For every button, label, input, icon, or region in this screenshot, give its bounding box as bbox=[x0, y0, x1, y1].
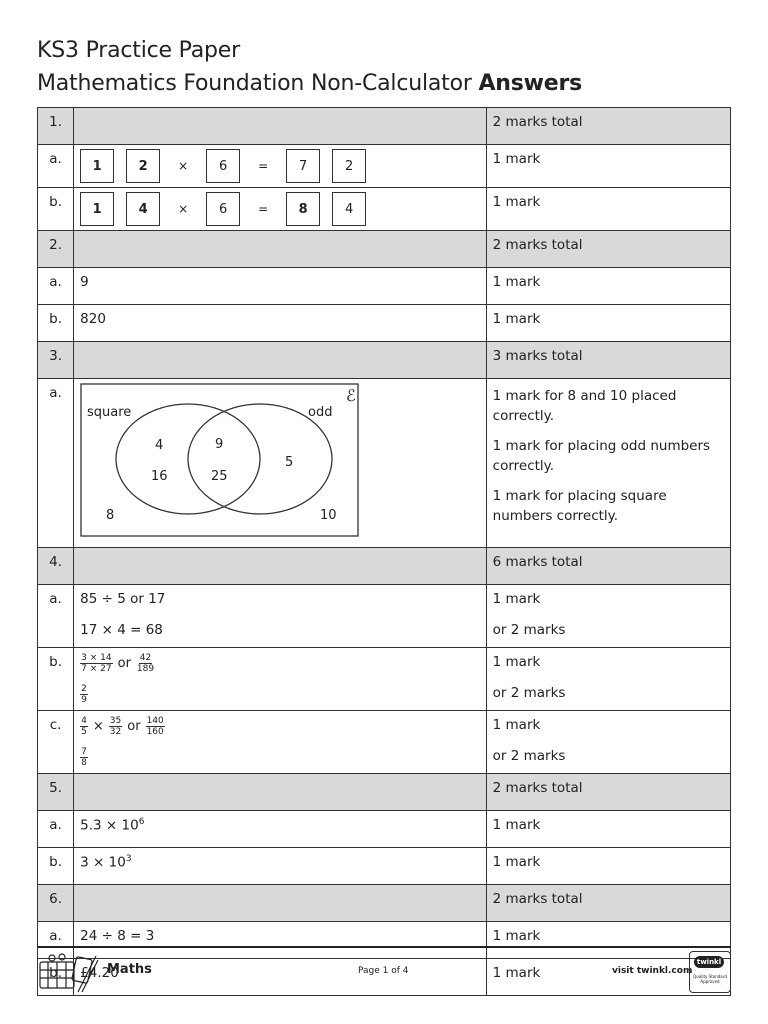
fraction: $\frac{42}{189}$ bbox=[136, 653, 155, 674]
footer-page-number: Page 1 of 4 bbox=[358, 966, 409, 976]
mark-note: 1 mark for placing odd numbers correctly. bbox=[492, 438, 711, 474]
question-header-row bbox=[38, 548, 731, 585]
subtitle-answers: Answers bbox=[478, 71, 583, 96]
header-blank bbox=[74, 231, 486, 268]
paper-subtitle bbox=[37, 71, 582, 96]
question-number: 6. bbox=[38, 885, 74, 922]
footer-divider bbox=[37, 946, 731, 948]
answer-cell bbox=[74, 145, 486, 188]
question-header-row bbox=[38, 885, 731, 922]
question-header-row bbox=[38, 774, 731, 811]
answer-row bbox=[38, 145, 731, 188]
badge-name: twinkl bbox=[694, 956, 724, 968]
digit-box: 6 bbox=[206, 149, 240, 183]
digit-box: 8 bbox=[286, 192, 320, 226]
question-number: 1. bbox=[38, 108, 74, 145]
mark-cell: 1 mark bbox=[486, 268, 730, 305]
answer-row bbox=[38, 848, 731, 885]
quality-badge bbox=[689, 951, 731, 993]
mark-line: 1 mark bbox=[492, 717, 541, 733]
answer-cell bbox=[74, 648, 486, 711]
mark-cell bbox=[486, 648, 730, 711]
answer-row bbox=[38, 188, 731, 231]
answer-cell: 820 bbox=[74, 305, 486, 342]
mark-cell: 1 mark bbox=[486, 922, 730, 959]
venn-value: 10 bbox=[320, 508, 337, 523]
part-label: a. bbox=[38, 811, 74, 848]
venn-label-square: square bbox=[87, 405, 132, 420]
part-label: a. bbox=[38, 379, 74, 548]
badge-text: Quality Standard Approved bbox=[693, 974, 727, 984]
times-sign: × bbox=[178, 159, 189, 173]
answer-cell: 24 ÷ 8 = 3 bbox=[74, 922, 486, 959]
answer-row bbox=[38, 711, 731, 774]
mark-line: 1 mark bbox=[492, 654, 541, 670]
mark-cell bbox=[486, 585, 730, 648]
working-line bbox=[74, 742, 485, 773]
digit-box: 1 bbox=[80, 192, 114, 226]
times-sign: × bbox=[178, 202, 189, 216]
header-blank bbox=[74, 774, 486, 811]
fraction: $\frac{7}{8}$ bbox=[81, 747, 87, 768]
question-number: 3. bbox=[38, 342, 74, 379]
fraction: $\frac{2}{9}$ bbox=[81, 684, 87, 705]
answer-cell bbox=[74, 379, 486, 548]
marks-total: 2 marks total bbox=[486, 108, 730, 145]
mark-cell bbox=[486, 379, 730, 548]
mark-line: or 2 marks bbox=[492, 622, 566, 638]
subtitle-text: Mathematics Foundation Non-Calculator bbox=[37, 71, 472, 96]
venn-value: 5 bbox=[285, 455, 294, 470]
answer-cell: £4.20 bbox=[74, 959, 486, 996]
answers-table bbox=[37, 107, 731, 996]
standard-form-base: 5.3 × 10 bbox=[80, 817, 139, 834]
part-label: b. bbox=[38, 648, 74, 711]
or-text: or bbox=[127, 719, 141, 734]
header-blank bbox=[74, 885, 486, 922]
header-blank bbox=[74, 342, 486, 379]
or-text: or bbox=[117, 656, 131, 671]
mark-line: or 2 marks bbox=[492, 685, 566, 701]
universal-symbol: ℰ bbox=[346, 386, 356, 405]
header-blank bbox=[74, 548, 486, 585]
answer-row bbox=[38, 648, 731, 711]
footer-visit-link[interactable]: visit twinkl.com bbox=[612, 966, 693, 976]
equals-sign: = bbox=[258, 159, 269, 173]
part-label: a. bbox=[38, 585, 74, 648]
answer-cell: 9 bbox=[74, 268, 486, 305]
question-number: 2. bbox=[38, 231, 74, 268]
mark-cell: 1 mark bbox=[486, 811, 730, 848]
venn-diagram bbox=[80, 383, 360, 539]
working-line bbox=[74, 648, 485, 679]
fraction: $\frac{4}{5}$ bbox=[81, 716, 87, 737]
digit-box: 7 bbox=[286, 149, 320, 183]
marks-total: 3 marks total bbox=[486, 342, 730, 379]
working-line bbox=[74, 679, 485, 710]
question-header-row bbox=[38, 108, 731, 145]
question-header-row bbox=[38, 231, 731, 268]
header-blank bbox=[74, 108, 486, 145]
answer-row bbox=[38, 585, 731, 648]
answer-row bbox=[38, 922, 731, 959]
mark-note: 1 mark for 8 and 10 placed correctly. bbox=[492, 388, 677, 424]
answer-row bbox=[38, 811, 731, 848]
part-label: a. bbox=[38, 268, 74, 305]
part-label: a. bbox=[38, 922, 74, 959]
marks-total: 2 marks total bbox=[486, 774, 730, 811]
exponent: 6 bbox=[138, 817, 145, 827]
digit-box: 2 bbox=[332, 149, 366, 183]
mark-note: 1 mark for placing square numbers correctly. bbox=[492, 488, 667, 524]
answer-row bbox=[38, 268, 731, 305]
exponent: 3 bbox=[125, 854, 132, 864]
mark-cell: 1 mark bbox=[486, 305, 730, 342]
part-label: b. bbox=[38, 848, 74, 885]
marks-total: 6 marks total bbox=[486, 548, 730, 585]
mark-cell: 1 mark bbox=[486, 848, 730, 885]
fraction: $\frac{140}{160}$ bbox=[146, 716, 164, 737]
fraction: $\frac{35}{32}$ bbox=[109, 716, 122, 737]
question-number: 4. bbox=[38, 548, 74, 585]
venn-value: 8 bbox=[106, 508, 115, 523]
venn-value: 4 bbox=[155, 438, 164, 453]
mark-cell: 1 mark bbox=[486, 959, 730, 996]
marks-total: 2 marks total bbox=[486, 231, 730, 268]
venn-value: 9 bbox=[215, 437, 224, 452]
mark-cell: 1 mark bbox=[486, 188, 730, 231]
fraction: $\frac{3 \times 14}{7 \times 27}$ bbox=[81, 653, 112, 674]
part-label: c. bbox=[38, 711, 74, 774]
working-line: 17 × 4 = 68 bbox=[80, 622, 163, 638]
mark-cell: 1 mark bbox=[486, 145, 730, 188]
part-label: a. bbox=[38, 145, 74, 188]
venn-value: 25 bbox=[211, 469, 228, 484]
digit-box: 6 bbox=[206, 192, 240, 226]
answer-cell bbox=[74, 711, 486, 774]
question-header-row bbox=[38, 342, 731, 379]
answer-cell bbox=[74, 188, 486, 231]
digit-box: 4 bbox=[332, 192, 366, 226]
footer-subject: Maths bbox=[107, 962, 152, 977]
venn-value: 16 bbox=[151, 469, 168, 484]
answer-row bbox=[38, 305, 731, 342]
working-line bbox=[74, 711, 485, 742]
digit-box: 4 bbox=[126, 192, 160, 226]
answer-cell bbox=[74, 848, 486, 885]
paper-title: KS3 Practice Paper bbox=[37, 38, 240, 63]
equals-sign: = bbox=[258, 202, 269, 216]
times-text: × bbox=[92, 719, 104, 734]
mark-line: or 2 marks bbox=[492, 748, 566, 764]
working-line: 85 ÷ 5 or 17 bbox=[80, 591, 166, 607]
question-number: 5. bbox=[38, 774, 74, 811]
maths-equipment-icon bbox=[38, 952, 100, 994]
digit-box: 1 bbox=[80, 149, 114, 183]
answer-cell bbox=[74, 811, 486, 848]
venn-label-odd: odd bbox=[308, 405, 333, 420]
digit-box: 2 bbox=[126, 149, 160, 183]
answer-cell bbox=[74, 585, 486, 648]
mark-cell bbox=[486, 711, 730, 774]
part-label: b. bbox=[38, 188, 74, 231]
part-label: b. bbox=[38, 959, 74, 996]
mark-line: 1 mark bbox=[492, 591, 541, 607]
standard-form-base: 3 × 10 bbox=[80, 854, 126, 871]
part-label: b. bbox=[38, 305, 74, 342]
answer-row bbox=[38, 379, 731, 548]
marks-total: 2 marks total bbox=[486, 885, 730, 922]
